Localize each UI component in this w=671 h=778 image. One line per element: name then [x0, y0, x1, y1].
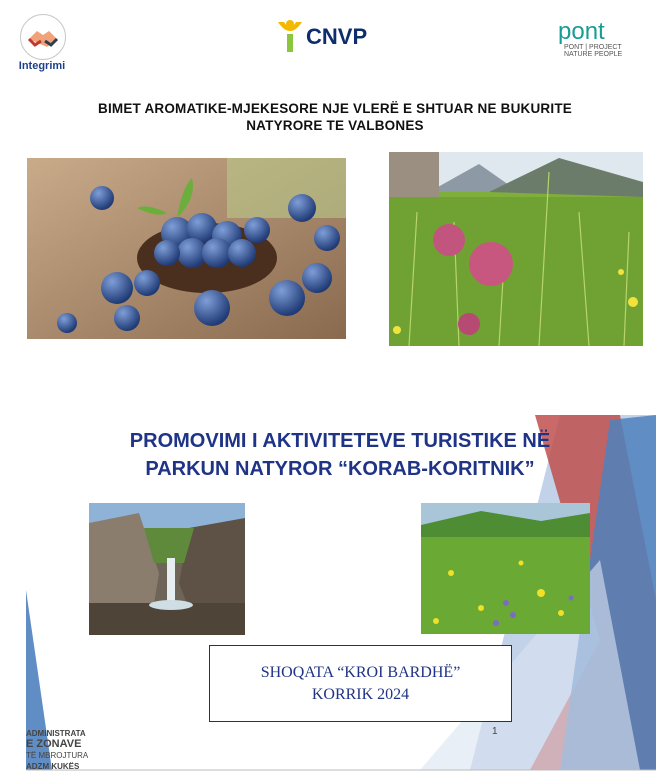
pont-logo [556, 16, 646, 58]
report-date: KORRIK 2024 [311, 686, 410, 703]
cnvp-figure-icon [276, 18, 304, 52]
cnvp-logo [276, 18, 366, 52]
adzm-line1: ADMINISTRATA [26, 729, 86, 738]
clover-meadow-photo [389, 152, 643, 346]
integrimi-logo-text: Integrimi [18, 60, 66, 72]
integrimi-logo [14, 14, 70, 74]
korab-heading-line1: PROMOVIMI I AKTIVITETEVE TURISTIKE NË [129, 430, 551, 452]
association-info-box [209, 645, 512, 722]
association-name: SHOQATA “KROI BARDHË” [260, 664, 461, 681]
flower-meadow-photo [421, 503, 590, 634]
adzm-line4: ADZM KUKËS [26, 762, 80, 771]
adzm-kukes-logo [26, 728, 92, 772]
handshake-icon [20, 14, 66, 60]
korab-koritnik-heading [40, 427, 640, 483]
valbona-heading-line1: BIMET AROMATIKE-MJEKESORE NJE VLERË E SHTUAR NE BUKURITE [98, 101, 572, 116]
valbona-heading-line2: NATYRORE TE VALBONES [246, 118, 424, 133]
adzm-line3: TË MBROJTURA [26, 751, 89, 760]
valbona-heading [40, 100, 630, 134]
pont-logo-word: pont [558, 18, 605, 45]
pont-logo-tagline: PONT | PROJECT NATURE PEOPLE [564, 44, 623, 58]
cnvp-logo-text: CNVP [306, 24, 368, 49]
blueberries-photo [27, 158, 346, 339]
korab-heading-line2: PARKUN NATYROR “KORAB-KORITNIK” [145, 458, 535, 480]
slide-number: 1 [492, 726, 498, 737]
adzm-line2: E ZONAVE [26, 738, 82, 750]
waterfall-photo [89, 503, 245, 635]
